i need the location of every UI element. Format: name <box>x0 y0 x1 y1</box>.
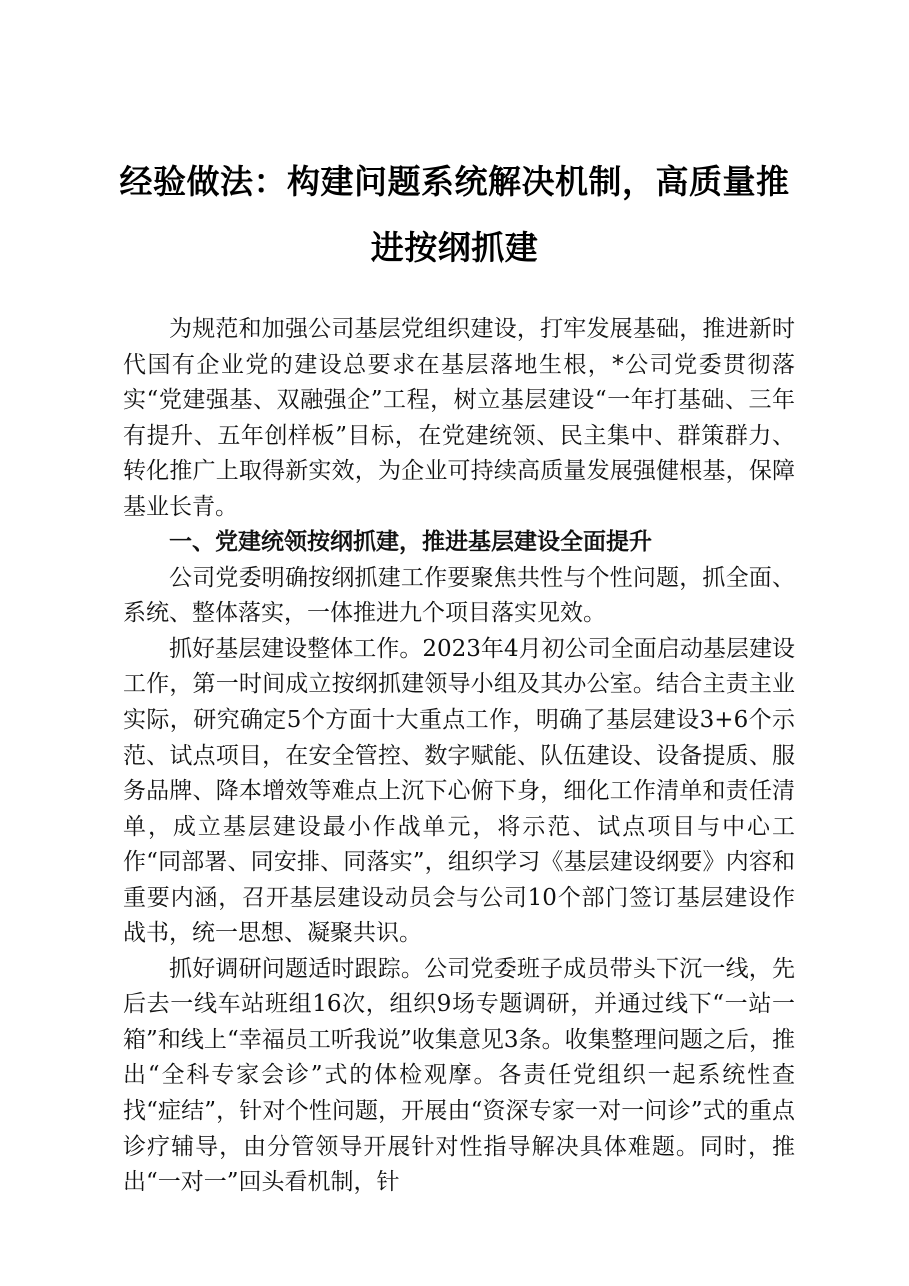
body-paragraph: 公司党委明确按纲抓建工作要聚焦共性与个性问题，抓全面、系统、整体落实，一体推进九个项目落实见效。 <box>123 564 795 627</box>
document-body <box>123 312 795 1201</box>
body-paragraph: 抓好基层建设整体工作。2023年4月初公司全面启动基层建设工作，第一时间成立按纲抓建领导小组及其办公室。结合主责主业实际，研究确定5个方面十大重点工作，明确了基层建设3+6个示范、试点项目，在安全管控、数字赋能、队伍建设、设备提质、服务品牌、降本增效等难点上沉下心俯下身，细化工作清单和责任清单，成立基层建设最小作战单元，将示范、试点项目与中心工作“同部署、同安排、同落实”，组织学习《基层建设纲要》内容和重要内涵，召开基层建设动员会与公司10个部门签订基层建设作战书，统一思想、凝聚共识。 <box>123 635 795 947</box>
intro-paragraph: 为规范和加强公司基层党组织建设，打牢发展基础，推进新时代国有企业党的建设总要求在基层落地生根，*公司党委贯彻落实“党建强基、双融强企”工程，树立基层建设“一年打基础、三年有提升、五年创样板”目标，在党建统领、民主集中、群策群力、转化推广上取得新实效，为企业可持续高质量发展强健根基，保障基业长青。 <box>123 316 795 520</box>
body-paragraph: 抓好调研问题适时跟踪。公司党委班子成员带头下沉一线，先后去一线车站班组16次，组织9场专题调研，并通过线下“一站一箱”和线上“幸福员工听我说”收集意见3条。收集整理问题之后，推出“全科专家会诊”式的体检观摩。各责任党组织一起系统性查找“症结”，针对个性问题，开展由“资深专家一对一问诊”式的重点诊疗辅导，由分管领导开展针对性指导解决具体难题。同时，推出“一对一”回头看机制，针 <box>123 955 795 1196</box>
document-title-line-1: 经验做法：构建问题系统解决机制，高质量推 <box>119 162 790 201</box>
section-heading: 一、党建统领按纲抓建，推进基层建设全面提升 <box>169 529 652 556</box>
document-title-line-2: 进按纲抓建 <box>370 228 539 267</box>
